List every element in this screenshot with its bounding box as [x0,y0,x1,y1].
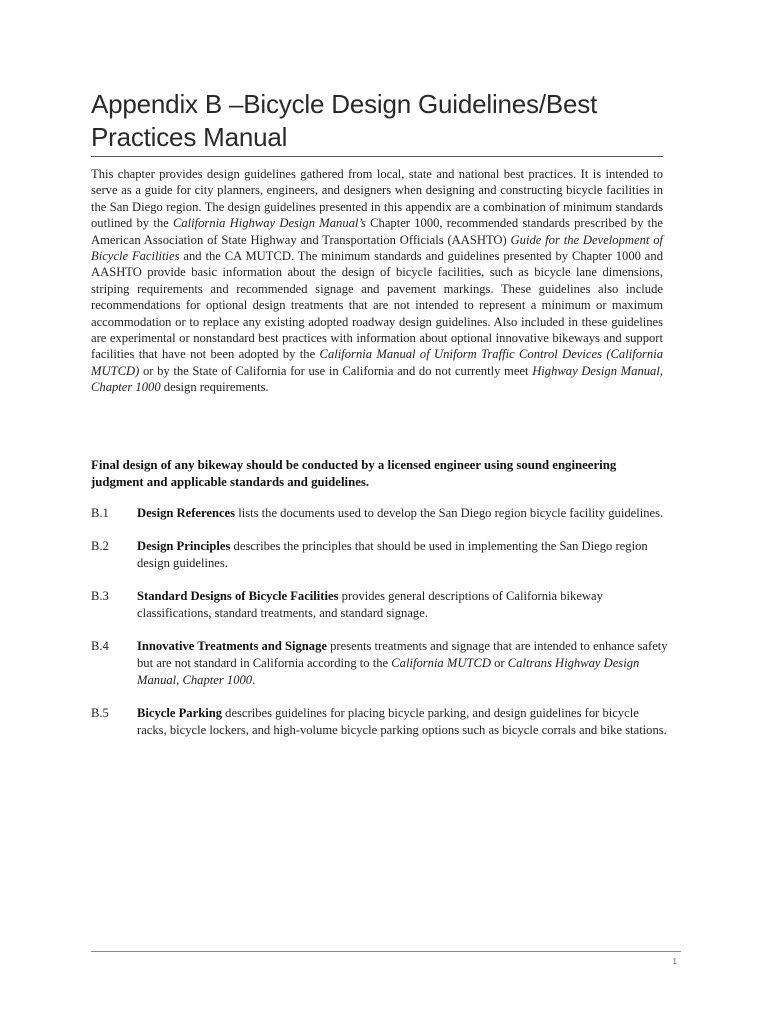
section-number: B.2 [91,539,109,553]
section-item-b5 [91,705,681,739]
section-text-3: . [252,673,256,687]
section-item-b1 [91,505,681,522]
intro-text-2: Chapter 1000, recommended standards prescribed by the American Association of State Highway and Transportation Officials (AASHTO) [91,216,664,247]
title-line-2: Practices Manual [91,122,288,152]
intro-reference-hdm: California Highway Design Manual’s [172,216,366,231]
section-heading: Standard Designs of Bicycle Facilities [137,589,339,603]
section-heading: Bicycle Parking [137,706,222,720]
section-number: B.3 [91,589,109,603]
section-description [137,588,671,622]
section-number: B.4 [91,639,109,653]
section-description [137,638,671,689]
section-text: presents treatments and signage that are intended to enhance safety but are not standard in California according to the [137,639,668,670]
section-text: describes the principles that should be used in implementing the San Diego region design guidelines. [137,539,648,570]
intro-reference-mutcd: California Manual of Uniform Traffic Control Devices (California MUTCD) [91,347,663,378]
section-description [137,705,671,739]
intro-text-5: design requirements. [160,380,269,395]
intro-text-1: This chapter provides design guidelines gathered from local, state and national best practices. It is intended to serve as a guide for city planners, engineers, and designers when designing and constructing bicycle facilities in the San Diego region. The design guidelines presented in this appendix are a combination of minimum standards outlined by the [91,167,663,231]
section-item-b4 [91,638,681,689]
section-text: lists the documents used to develop the San Diego region bicycle facility guidelines. [235,506,664,520]
section-text: provides general descriptions of California bikeway classifications, standard treatments, and standard signage. [137,589,603,620]
intro-reference-hdm-chapter: Highway Design Manual, Chapter 1000 [91,363,664,395]
section-heading: Design References [137,506,236,520]
intro-text-4: or by the State of California for use in California and do not currently meet [139,363,533,378]
section-heading: Design Principles [137,539,231,553]
page-title [91,88,691,154]
section-item-b3 [91,588,681,622]
intro-paragraph [91,166,663,396]
section-list [91,505,681,755]
section-text-2: or [490,656,508,670]
footer-divider [91,951,681,952]
title-divider [91,156,663,157]
title-line-1: Appendix B –Bicycle Design Guidelines/Best [91,89,598,119]
section-reference-hdm: Caltrans Highway Design Manual, Chapter 1000 [137,656,640,687]
section-text: describes guidelines for placing bicycle parking, and design guidelines for bicycle racks, bicycle lockers, and high-volume bicycle parking options such as bicycle corrals and bike stations. [137,706,667,737]
engineering-notice: Final design of any bikeway should be conducted by a licensed engineer using sound engineering judgment and applicable standards and guidelines. [91,458,617,489]
section-heading: Innovative Treatments and Signage [137,639,327,653]
section-number: B.1 [91,506,109,520]
page-number: 1 [672,957,677,966]
section-description [137,505,671,522]
section-description [137,538,671,572]
section-reference-mutcd: California MUTCD [391,656,491,670]
intro-text-3: and the CA MUTCD. The minimum standards and guidelines presented by Chapter 1000 and AASHTO provide basic information about the design of bicycle facilities, such as bicycle lane dimensions, striping requirements and recommended signage and pavement markings. These guidelines also include recommendations for optional design treatments that are not intended to represent a minimum or maximum accommodation or to replace any existing adopted roadway design guidelines. Also included in these guidelines are experimental or nonstandard best practices with information about optional innovative bikeways and support facilities that have not been adopted by the [91,249,663,362]
section-number: B.5 [91,706,109,720]
section-item-b2 [91,538,681,572]
intro-reference-aashto-guide: Guide for the Development of Bicycle Facilities [91,232,663,264]
